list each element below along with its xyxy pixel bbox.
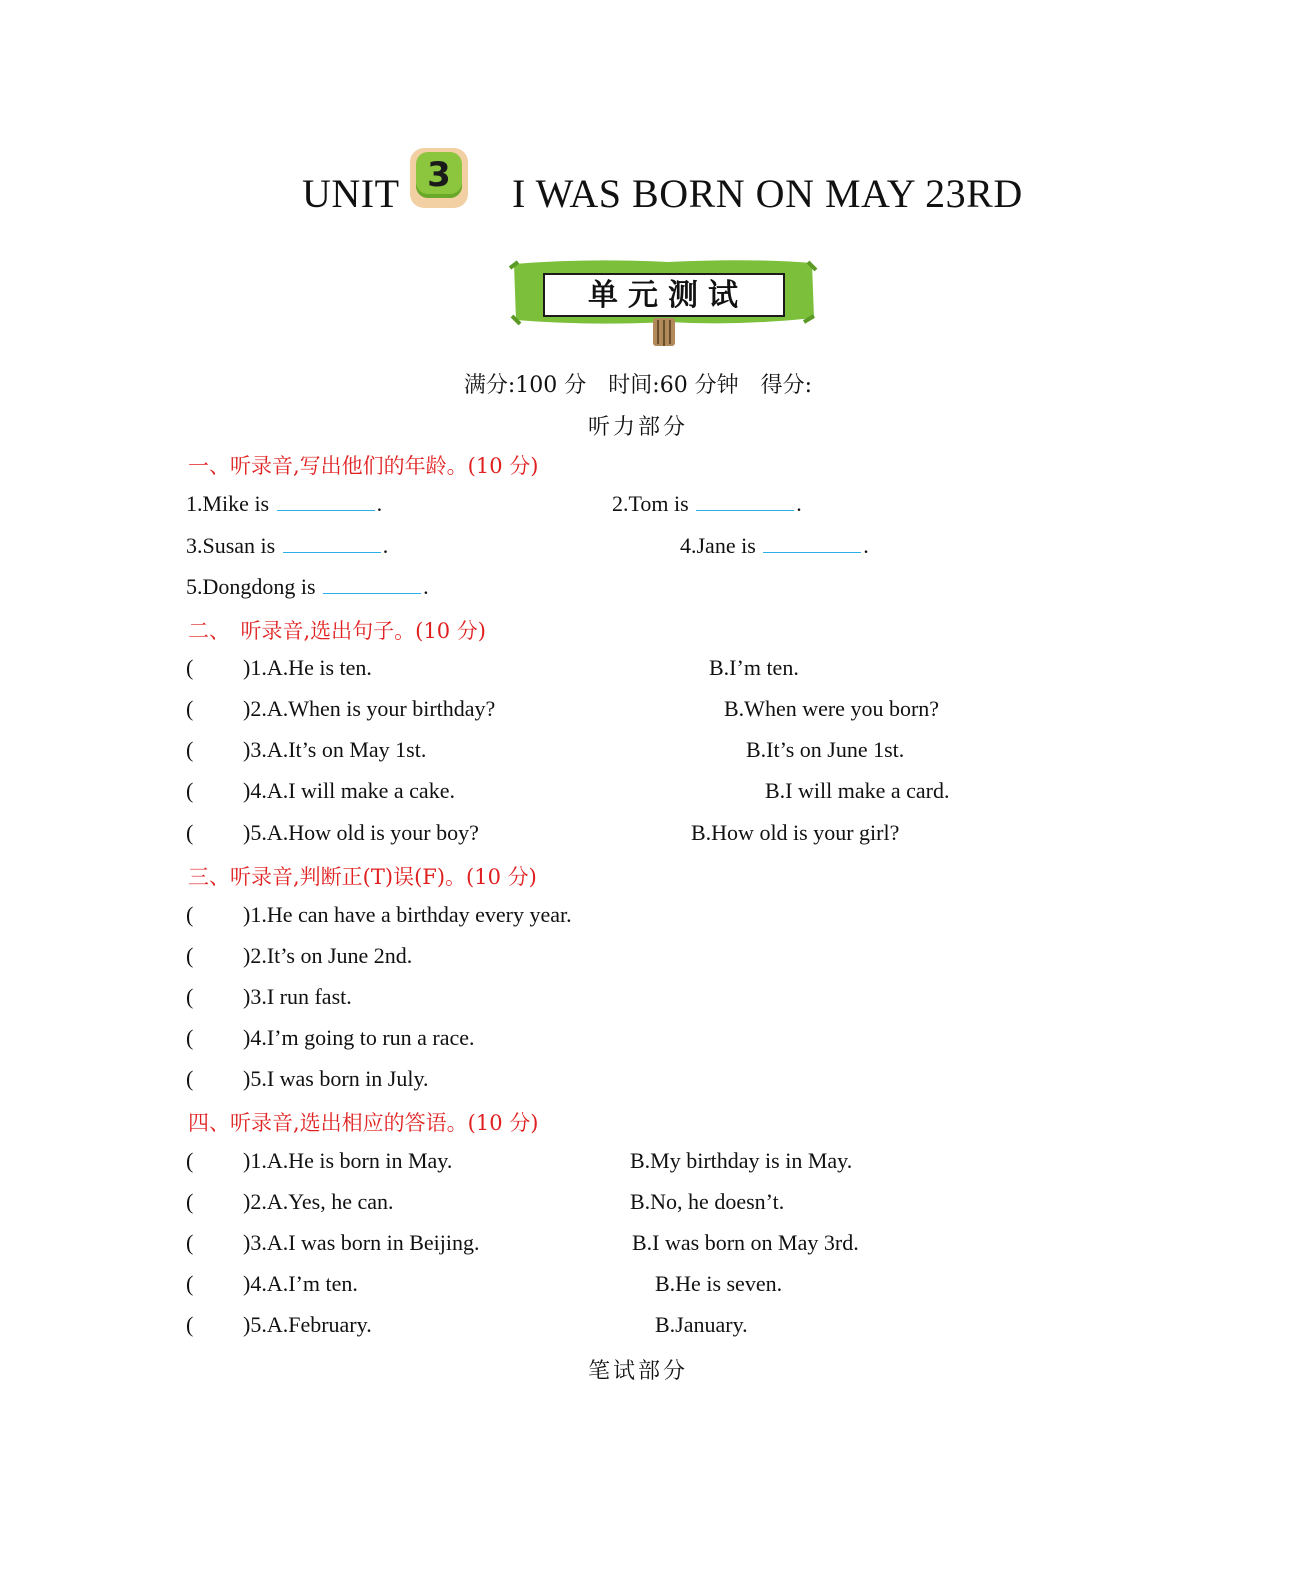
option-b: B.I will make a card. — [765, 778, 950, 803]
item-text: 5.Dongdong is — [186, 574, 316, 599]
option-b: B.When were you born? — [724, 696, 940, 721]
item-period: . — [423, 574, 429, 599]
item-period: . — [376, 491, 383, 516]
list-item — [186, 573, 429, 600]
option-b: B.He is seven. — [655, 1271, 783, 1296]
option-b: B.January. — [655, 1312, 748, 1337]
listening-part-heading: 听力部分 — [587, 415, 688, 440]
option-a: )3.A.I was born in Beijing. — [243, 1230, 480, 1255]
answer-paren[interactable]: ( — [186, 655, 194, 680]
score-meta: 满分:100 分 时间:60 分钟 得分: — [463, 373, 813, 398]
answer-paren[interactable]: ( — [186, 1312, 194, 1337]
item-text: 4.Jane is — [680, 533, 756, 558]
unit-number: 3 — [416, 152, 462, 198]
answer-blank[interactable] — [323, 573, 421, 594]
answer-paren[interactable]: ( — [186, 696, 194, 721]
answer-paren[interactable]: ( — [186, 1189, 194, 1214]
answer-blank[interactable] — [696, 490, 794, 511]
option-a: )3.A.It’s on May 1st. — [243, 737, 427, 762]
unit-test-banner — [508, 258, 818, 350]
list-item — [186, 490, 382, 517]
item-text: 1.Mike is — [186, 491, 270, 516]
answer-paren[interactable]: ( — [186, 737, 194, 762]
answer-paren[interactable]: ( — [186, 778, 194, 803]
statement: )2.It’s on June 2nd. — [243, 943, 413, 968]
option-a: )5.A.How old is your boy? — [243, 820, 479, 845]
item-period: . — [382, 533, 389, 558]
answer-paren[interactable]: ( — [186, 1148, 194, 1173]
option-a: )2.A.When is your birthday? — [243, 696, 496, 721]
option-b: B.I was born on May 3rd. — [632, 1230, 859, 1255]
statement: )3.I run fast. — [243, 984, 352, 1009]
writing-part-heading: 笔试部分 — [587, 1359, 688, 1384]
answer-paren[interactable]: ( — [186, 984, 194, 1009]
section2-heading: 二、 听录音,选出句子。(10 分) — [188, 619, 486, 643]
answer-paren[interactable]: ( — [186, 820, 194, 845]
unit-title: I WAS BORN ON MAY 23RD — [512, 171, 1023, 216]
section3-heading: 三、听录音,判断正(T)误(F)。(10 分) — [188, 865, 537, 889]
option-b: B.My birthday is in May. — [630, 1148, 853, 1173]
item-period: . — [796, 491, 802, 516]
option-a: )4.A.I will make a cake. — [243, 778, 455, 803]
answer-paren[interactable]: ( — [186, 1271, 194, 1296]
answer-paren[interactable]: ( — [186, 1066, 194, 1091]
option-b: B.No, he doesn’t. — [630, 1189, 785, 1214]
item-period: . — [863, 533, 869, 558]
section1-heading: 一、听录音,写出他们的年龄。(10 分) — [188, 454, 539, 478]
answer-paren[interactable]: ( — [186, 1230, 194, 1255]
option-a: )2.A.Yes, he can. — [243, 1189, 394, 1214]
statement: )1.He can have a birthday every year. — [243, 902, 572, 927]
answer-paren[interactable]: ( — [186, 902, 194, 927]
item-text: 2.Tom is — [612, 491, 689, 516]
answer-paren[interactable]: ( — [186, 943, 194, 968]
list-item — [680, 532, 869, 559]
option-a: )1.A.He is ten. — [243, 655, 372, 680]
option-a: )4.A.I’m ten. — [243, 1271, 358, 1296]
option-a: )5.A.February. — [243, 1312, 372, 1337]
answer-paren[interactable]: ( — [186, 1025, 194, 1050]
item-text: 3.Susan is — [186, 533, 276, 558]
statement: )4.I’m going to run a race. — [243, 1025, 475, 1050]
list-item — [612, 490, 802, 517]
answer-blank[interactable] — [763, 532, 861, 553]
option-b: B.It’s on June 1st. — [746, 737, 905, 762]
unit-word: UNIT — [302, 171, 400, 216]
banner-label: 单元测试 — [588, 278, 748, 313]
unit-number-badge — [410, 148, 468, 208]
option-b: B.How old is your girl? — [691, 820, 900, 845]
section4-heading: 四、听录音,选出相应的答语。(10 分) — [188, 1111, 539, 1135]
answer-blank[interactable] — [277, 490, 375, 511]
answer-blank[interactable] — [283, 532, 381, 553]
list-item — [186, 532, 388, 559]
option-a: )1.A.He is born in May. — [243, 1148, 453, 1173]
option-b: B.I’m ten. — [709, 655, 799, 680]
statement: )5.I was born in July. — [243, 1066, 429, 1091]
